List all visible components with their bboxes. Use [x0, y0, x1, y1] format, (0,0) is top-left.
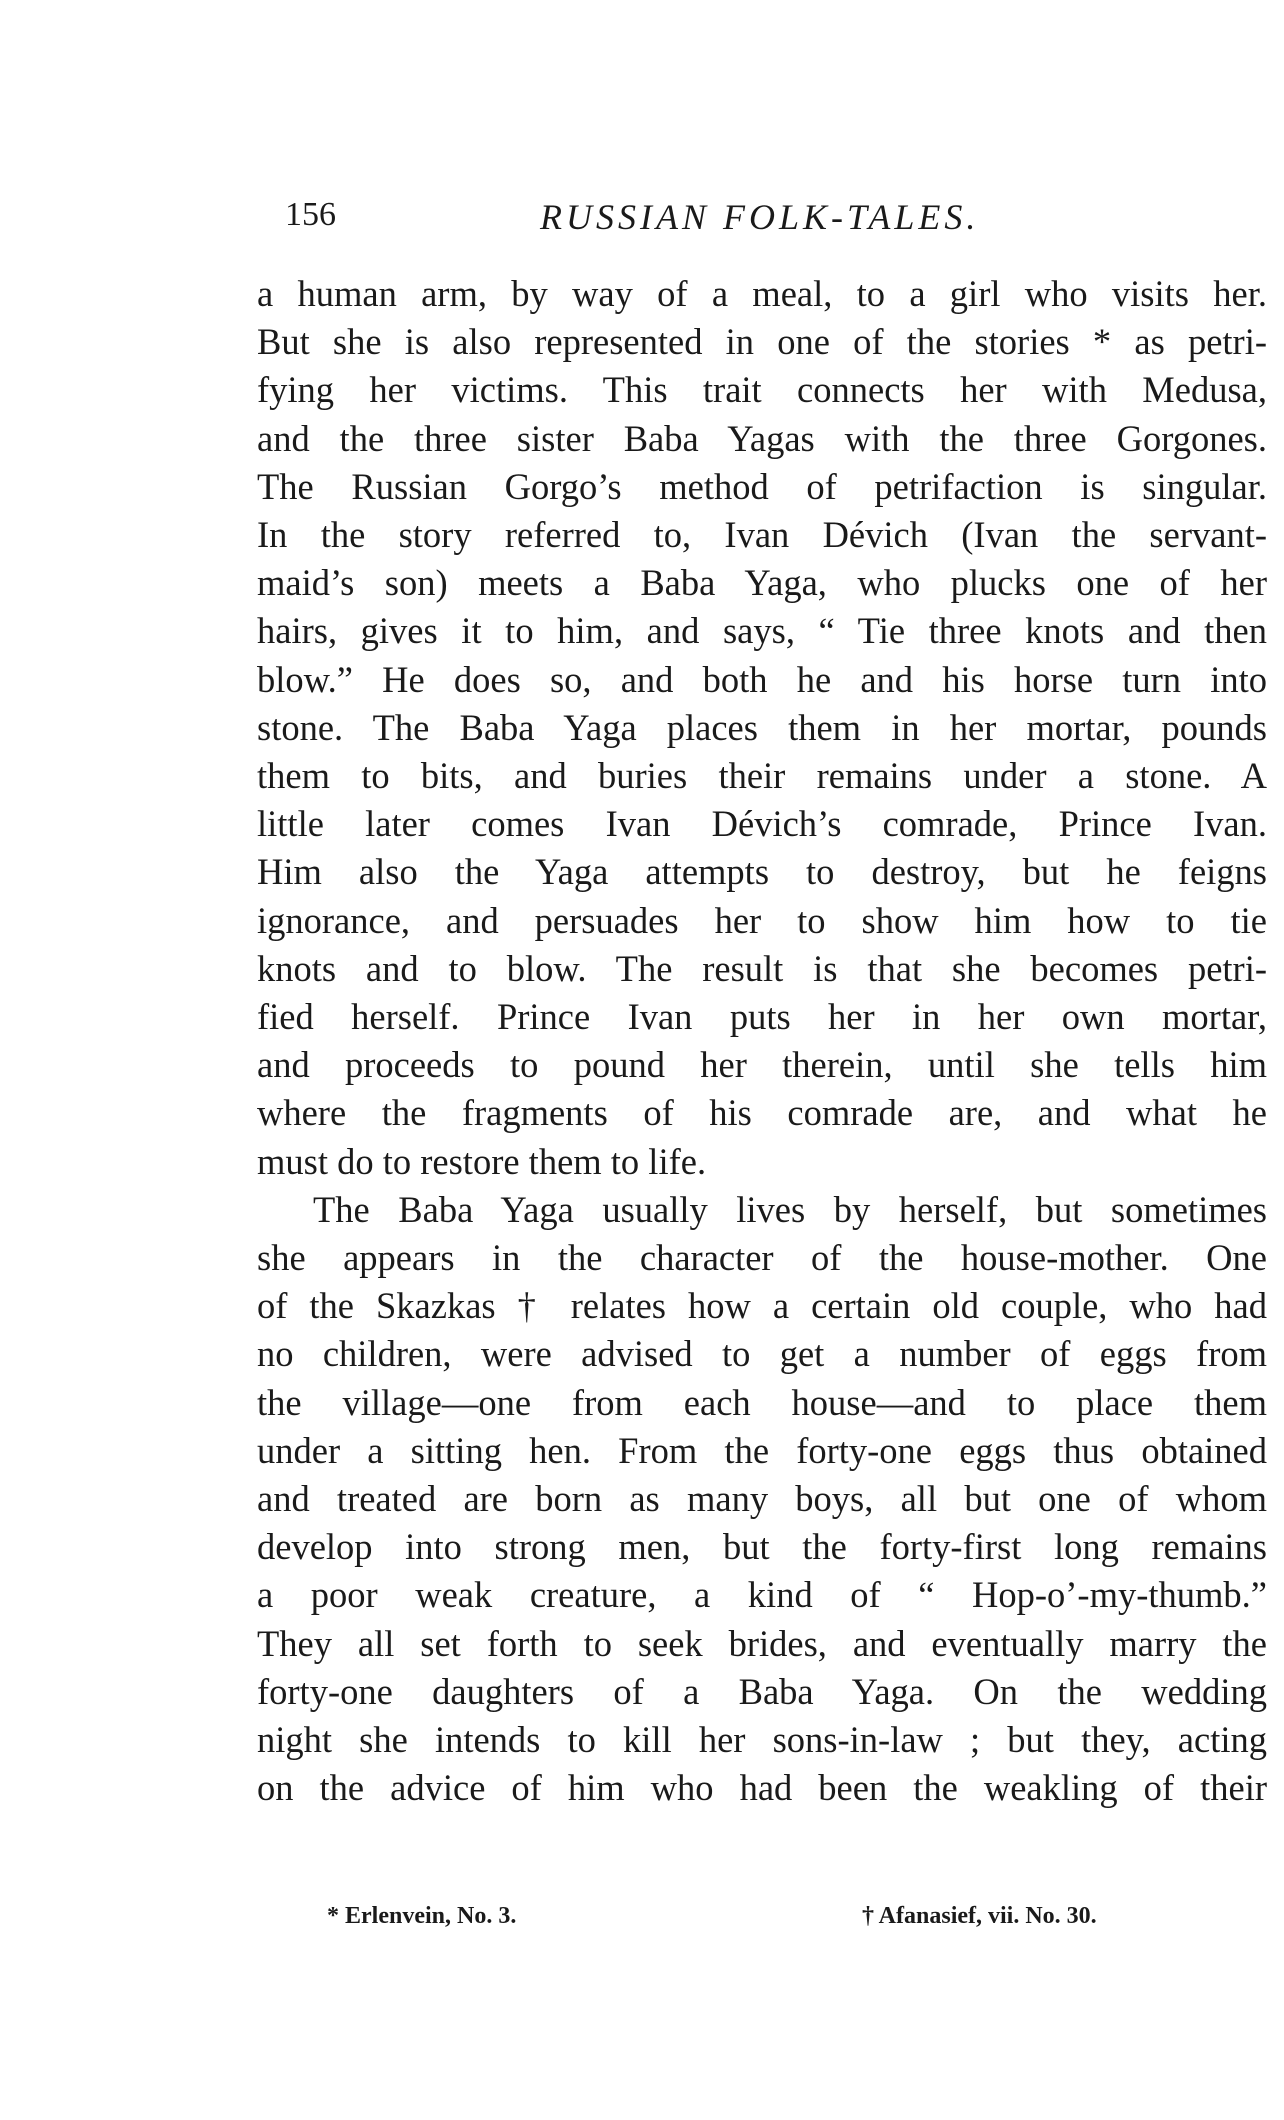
text-line: stone. The Baba Yaga places them in her mortar, pounds [257, 706, 1267, 748]
footnotes [257, 1903, 1267, 1943]
text-line: The Baba Yaga usually lives by herself, but sometimes [313, 1188, 1267, 1230]
text-line: little later comes Ivan Dévich’s comrade, Prince Ivan. [257, 803, 1267, 845]
text-line: under a sitting hen. From the forty-one eggs thus obtained [257, 1429, 1267, 1471]
text-line: must do to restore them to life. [257, 1140, 707, 1182]
text-line: a human arm, by way of a meal, to a girl who visits her. [257, 273, 1267, 314]
text-line: forty-one daughters of a Baba Yaga. On the wedding [257, 1670, 1267, 1712]
text-line: she appears in the character of the house-mother. One [257, 1237, 1267, 1279]
text-line: the village—one from each house—and to place them [257, 1381, 1267, 1423]
text-line: knots and to blow. The result is that she becomes petri- [257, 947, 1267, 989]
text-line: In the story referred to, Ivan Dévich (Ivan the servant- [257, 514, 1267, 556]
text-line: where the fragments of his comrade are, and what he [257, 1092, 1267, 1134]
text-line: night she intends to kill her sons-in-law ; but they, acting [257, 1719, 1267, 1761]
text-line: of the Skazkas † relates how a certain old couple, who had [257, 1285, 1267, 1327]
text-line: blow.” He does so, and both he and his horse turn into [257, 658, 1267, 700]
page-number: 156 [285, 196, 336, 233]
text-line: them to bits, and buries their remains under a stone. A [257, 755, 1267, 797]
text-line: Him also the Yaga attempts to destroy, but he feigns [257, 851, 1267, 893]
text-line: develop into strong men, but the forty-first long remains [257, 1526, 1267, 1568]
text-line: But she is also represented in one of the stories * as petri- [257, 321, 1267, 363]
running-title: RUSSIAN FOLK-TALES. [540, 197, 980, 237]
text-line: fying her victims. This trait connects her with Medusa, [257, 369, 1267, 411]
text-line: and proceeds to pound her therein, until she tells him [257, 1044, 1267, 1086]
text-line: on the advice of him who had been the weakling of their [257, 1767, 1267, 1809]
page-header [285, 196, 1275, 246]
body-text [257, 270, 1267, 1813]
text-line: and the three sister Baba Yagas with the three Gorgones. [257, 417, 1267, 459]
paragraph [257, 1186, 1267, 1813]
text-line: They all set forth to seek brides, and eventually marry the [257, 1622, 1267, 1664]
footnote-afanasief: † Afanasief, vii. No. 30. [862, 1903, 1097, 1929]
text-line: maid’s son) meets a Baba Yaga, who plucks one of her [257, 562, 1267, 604]
footnote-erlenvein: * Erlenvein, No. 3. [327, 1903, 517, 1929]
text-line: no children, were advised to get a number of eggs from [257, 1333, 1267, 1375]
paragraph [257, 270, 1267, 1186]
text-line: ignorance, and persuades her to show him how to tie [257, 899, 1267, 941]
text-line: The Russian Gorgo’s method of petrifaction is singular. [257, 465, 1267, 507]
text-line: a poor weak creature, a kind of “ Hop-o’-my-thumb.” [257, 1574, 1267, 1616]
text-line: hairs, gives it to him, and says, “ Tie three knots and then [257, 610, 1267, 652]
text-line: fied herself. Prince Ivan puts her in her own mortar, [257, 996, 1267, 1038]
text-line: and treated are born as many boys, all but one of whom [257, 1478, 1267, 1520]
